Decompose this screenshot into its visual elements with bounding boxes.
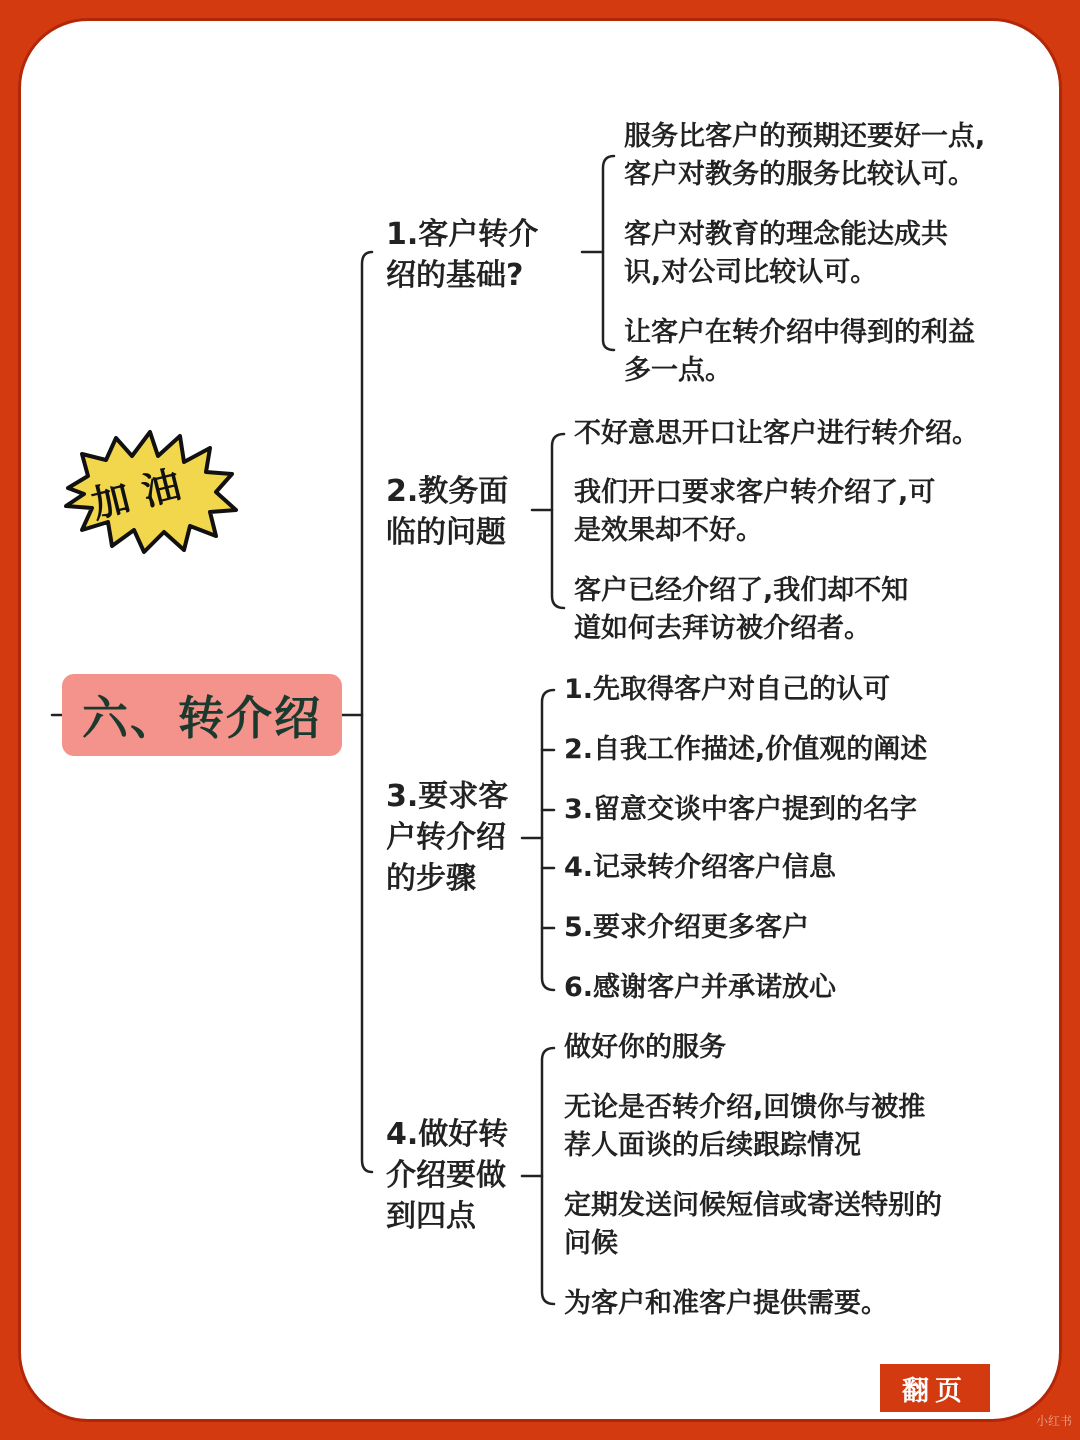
branch-3-leaf-1: 1.先取得客户对自己的认可: [564, 674, 891, 705]
branch-4-label: 4.做好转 介绍要做 到四点: [386, 1117, 509, 1234]
branch-1-label: 1.客户转介 绍的基础?: [386, 217, 539, 293]
sticker-text: 加油: [86, 457, 199, 527]
branch-3-leaf-3: 3.留意交谈中客户提到的名字: [564, 794, 918, 825]
watermark: 小红书: [1036, 1414, 1073, 1428]
branch-3-leaf-6: 6.感谢客户并承诺放心: [564, 972, 837, 1003]
branch-1-leaf-1: 服务比客户的预期还要好一点, 客户对教务的服务比较认可。: [624, 121, 986, 190]
branch-2-leaf-2: 我们开口要求客户转介绍了,可 是效果却不好。: [574, 477, 936, 546]
branch-2-label: 2.教务面 临的问题: [386, 474, 509, 550]
branch-3-leaf-4: 4.记录转介绍客户信息: [564, 852, 837, 883]
branch-3-leaf-5: 5.要求介绍更多客户: [564, 912, 810, 943]
branch-1-leaf-3: 让客户在转介绍中得到的利益 多一点。: [624, 317, 975, 386]
branch-2-leaf-1: 不好意思开口让客户进行转介绍。: [574, 418, 979, 449]
branch-4-leaf-1: 做好你的服务: [564, 1032, 726, 1063]
branch-4-leaf-2: 无论是否转介绍,回馈你与被推 荐人面谈的后续跟踪情况: [564, 1092, 926, 1161]
branch-1-leaf-2: 客户对教育的理念能达成共 识,对公司比较认可。: [624, 219, 948, 288]
root-node: 六、转介绍: [62, 674, 342, 756]
branch-3-label: 3.要求客 户转介绍 的步骤: [386, 779, 509, 896]
next-page-button[interactable]: 翻页: [880, 1364, 990, 1412]
branch-3-leaf-2: 2.自我工作描述,价值观的阐述: [564, 734, 928, 765]
branch-2-leaf-3: 客户已经介绍了,我们却不知 道如何去拜访被介绍者。: [574, 575, 909, 644]
branch-4-leaf-4: 为客户和准客户提供需要。: [564, 1288, 888, 1319]
branch-4-leaf-3: 定期发送问候短信或寄送特别的 问候: [564, 1190, 942, 1259]
